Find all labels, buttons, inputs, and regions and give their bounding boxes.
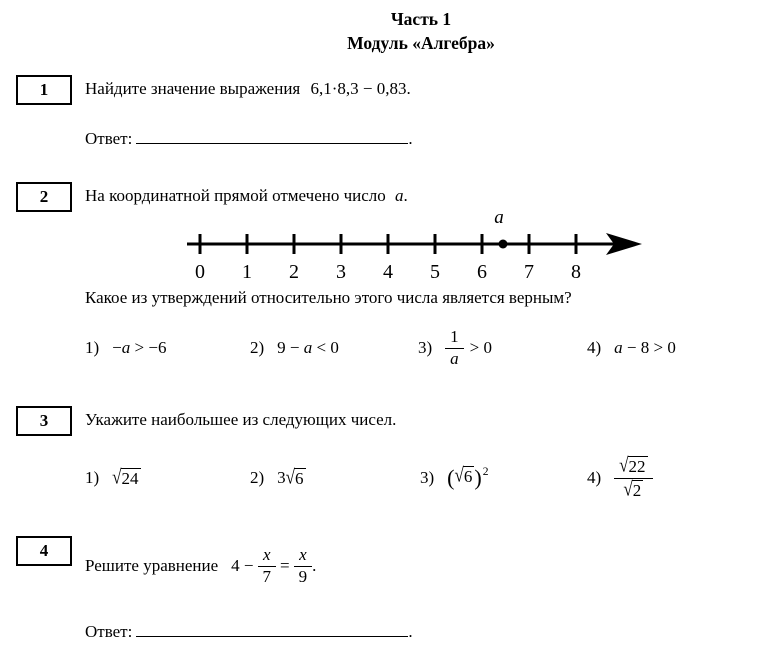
question-1-answer-row: Ответ: . [85,126,413,149]
number-line [183,207,653,285]
question-2-number: 2 [39,187,49,206]
answer-label: Ответ: [85,129,133,148]
tick-label-1: 1 [242,261,252,283]
question-4-number-box [16,536,72,566]
tick-label-3: 3 [336,261,346,283]
question-3-prompt: Укажите наибольшее из следующих чисел. [85,410,397,429]
fraction-x-over-7: $\frac{x}{7}$ [258,546,277,586]
question-4-number: 4 [39,541,49,560]
question-1-prompt: Найдите значение выражения 6,1·8,3 − 0,83. [85,79,411,98]
part-title: Часть 1 [390,9,452,29]
equation-lead: 4 − [231,556,254,575]
answer-blank-line [136,126,408,144]
tick-label-6: 6 [477,261,487,283]
q3-option-1: 1) √24 [85,465,139,488]
question-1-number: 1 [39,80,49,99]
sqrt-22: √22 [619,453,646,477]
answer-label: Ответ: [85,622,133,641]
question-2-question: Какое из утверждений относительно этого числа является верным? [85,288,572,307]
q2-option-2: 2) 9 − a < 0 [250,338,339,357]
question-4-answer-row: Ответ: . [85,619,413,642]
tick-label-4: 4 [383,261,393,283]
equals-sign: = [280,556,290,575]
question-3-number: 3 [39,411,49,430]
answer-blank-line [136,619,408,637]
q3-option-4: 4) $\frac{√22}{√2}$ [587,451,653,505]
q3-option-3: 3) $(√6)^2$ [420,464,489,491]
variable-a: a [395,186,404,205]
question-1-number-box [16,75,72,105]
q2-option-3: 3) $\frac{1}{a}$ > 0 [418,326,493,368]
sqrt-6-squared: √6 [454,464,473,487]
tick-label-0: 0 [195,261,205,283]
q2-option-1: 1) −a > −6 [85,338,167,357]
question-1-expression: 6,1·8,3 − 0,83 [310,79,407,98]
point-a-label: a [494,207,504,228]
point-a-dot [499,240,508,249]
tick-label-8: 8 [571,261,581,283]
fraction-x-over-9: $\frac{x}{9}$ [294,546,313,586]
q2-option-4: 4) a − 8 > 0 [587,338,676,357]
tick-label-5: 5 [430,261,440,283]
tick-label-7: 7 [524,261,534,283]
question-4-prompt: Решите уравнение [85,556,219,575]
q3-option-2: 2) 3 √6 [250,465,304,488]
question-2-prompt: На координатной прямой отмечено число a. [85,186,408,205]
sqrt-2: √2 [623,477,642,500]
fraction-sqrt22-over-sqrt2 [614,453,652,500]
question-3-number-box [16,406,72,436]
question-4-prompt-row: Решите уравнение 4 − $\frac{x}{7}$ = $\frac{x}{9}$ . [85,544,317,586]
sqrt-6: √6 [285,465,304,488]
sqrt-24: √24 [112,465,139,488]
question-2-number-box [16,182,72,212]
module-title: Модуль «Алгебра» [347,33,495,53]
tick-label-2: 2 [289,261,299,283]
fraction-1-over-a: $\frac{1}{a}$ [445,328,464,368]
